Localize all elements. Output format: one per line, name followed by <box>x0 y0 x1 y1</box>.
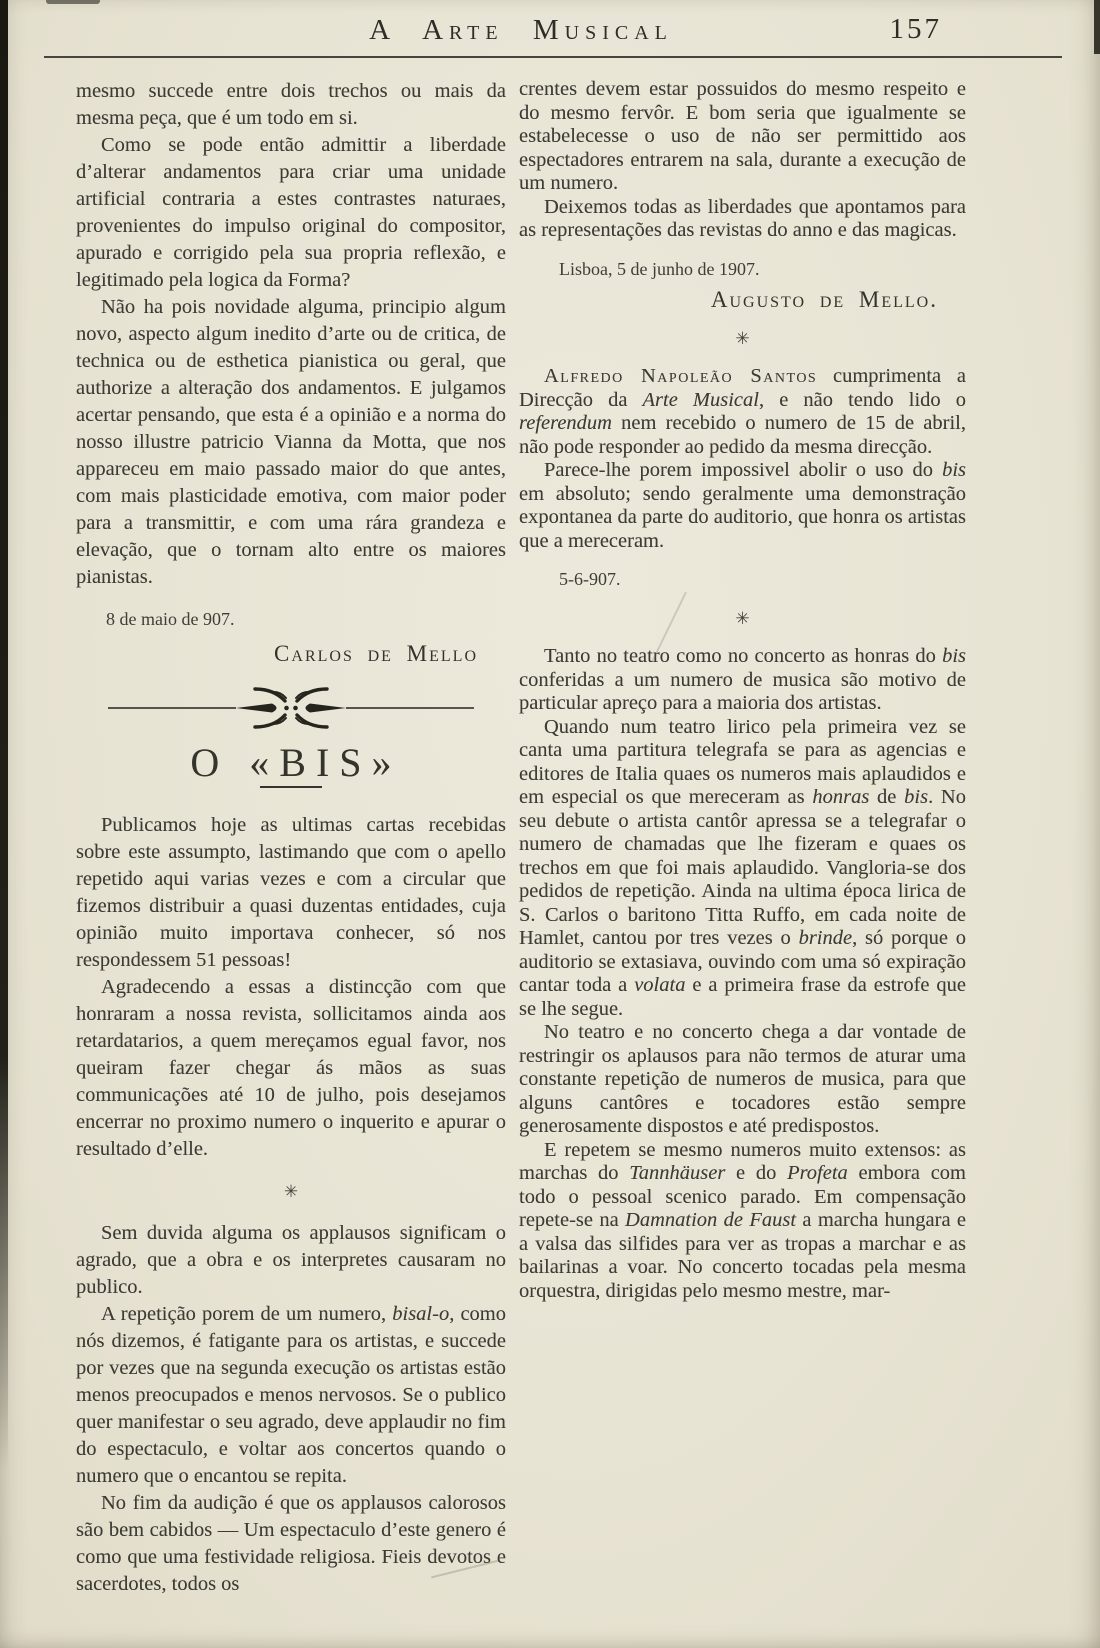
body-text: a marcha hungara e a valsa das silfides para ver as tropas a marchar e as bailarinas a voar. No concerto tocadas pela mesma orquestra, dirigidas pelo mesmo mestre, mar- <box>519 1209 967 1302</box>
body-text: crentes devem estar possuidos do mesmo respeito e do mesmo fervôr. E bom seria que igualmente se estabelecesse o uso de não ser permittido aos espectadores entrarem na sala, durante a execução de um numero. <box>519 78 966 194</box>
emphasized-text: volata <box>634 974 686 996</box>
page-header <box>0 0 1100 47</box>
article-paragraph <box>76 1301 506 1490</box>
body-text: Publicamos hoje as ultimas cartas recebidas sobre este assumpto, lastimando que com o apello repetido aqui varias vezes e com a circular que fizemos distribuir a quasi duzentas entidades, cuja opinião muito importava conhecer, só nos respondessem 51 pessoas! <box>76 814 506 971</box>
asterisk-divider-icon: ✳ <box>735 608 750 629</box>
page-number: 157 <box>889 13 942 45</box>
header-title-wrap <box>76 14 966 47</box>
smallcaps-name: Alfredo Napoleão Santos <box>544 365 818 387</box>
dateline: Lisboa, 5 de junho de 1907. <box>559 258 760 279</box>
body-text: nem recebido o numero de 15 de abril, não pode responder ao pedido da mesma direcção. <box>519 412 966 458</box>
author-signature: Augusto de Mello. <box>710 287 938 312</box>
article-columns <box>0 58 1100 1598</box>
emphasized-text: Profeta <box>787 1162 848 1184</box>
body-text: Agradecendo a essas a distincção com que honraram a nossa revista, sollicitamos ainda aos retardatarios, a quem mereçamos egual favor, nos queiram fazer chegar ás mãos as suas communicações até 10 de julho, pois desejamos encerrar no proximo numero o inquerito e apurar o resultado d’elle. <box>76 976 506 1160</box>
asterisk-divider-icon: ✳ <box>283 1182 299 1202</box>
article-paragraph <box>76 812 506 974</box>
article-paragraph <box>76 294 506 591</box>
body-text: . No seu debute o artista cantôr apressa se a telegrafar o numero de chamadas que lhe fizeram e quaes os trechos em que foi mais aplaudido. Vangloria-se dos pedidos de repetição. Ainda na ultima época lirica de S. Carlos o baritono Titta Ruffo, em cada noite de Hamlet, cantou por tres vezes o <box>519 786 966 949</box>
body-text: e do <box>725 1162 788 1184</box>
emphasized-text: Arte Musical <box>642 388 759 411</box>
dateline: 8 de maio de 907. <box>106 609 235 629</box>
emphasized-text: honras <box>812 786 870 808</box>
body-text: Como se pode então admittir a liberdade d’alterar andamentos para criar uma unidade artificial contraria a estes contrastes naturaes, provenientes do impulso original do compositor, apurado e corrigido pela sua propria reflexão, e legitimado pela logica da Forma? <box>76 134 506 291</box>
article-paragraph <box>76 132 506 294</box>
article-paragraph <box>76 1220 506 1301</box>
body-text: Sem duvida alguma os applausos significam o agrado, que a obra e os interpretes causaram no publico. <box>76 1222 506 1298</box>
article-paragraph <box>76 1490 506 1598</box>
body-text: No fim da audição é que os applausos calorosos são bem cabidos — Um espectaculo d’este genero é como que uma festividade religiosa. Fieis devotos e sacerdotes, todos os <box>76 1492 506 1595</box>
body-text: E repetem se mesmo numeros muito extensos: as marchas do <box>519 1138 966 1184</box>
article-paragraph <box>519 716 966 1022</box>
body-text: e a primeira frase da estrofe que se lhe segue. <box>519 974 967 1020</box>
article-paragraph <box>76 78 506 132</box>
body-text: Não ha pois novidade alguma, principio algum novo, aspecto algum inedito d’arte ou de critica, de technica ou de esthetica pianistica ou geral, que authorize a alteração dos andamentos. E julgamos acertar pensando, que esta é a opinião e a norma do nosso illustre patricio Vianna da Motta, que nos appareceu em maio passado maior do que antes, com mais plasticidade emotiva, com maior poder para a transmittir, e com uma rára grandeza e elevação, que o tornam alto entre os maiores pianistas. <box>76 296 506 588</box>
fleuron-divider <box>76 685 506 731</box>
body-text: No teatro e no concerto chega a dar vontade de restringir os aplausos para não termos de aturar uma constante repetição de numeros de musica, para que alguns cantôres e tocadores estão sempre generosamente dispostos e até predispostos. <box>519 1021 966 1137</box>
article-paragraph <box>519 645 966 716</box>
body-text: cumprimenta a Direcção da <box>519 365 966 411</box>
article-paragraph <box>76 974 506 1163</box>
publication-title: A Arte Musical <box>369 14 673 46</box>
emphasized-text: Tannhäuser <box>629 1162 726 1184</box>
dateline: 5-6-907. <box>559 569 621 589</box>
body-text: embora com todo o pessoal scenico parado. Em compensação repete-se na <box>519 1162 966 1231</box>
header-rule <box>44 56 1062 58</box>
body-text: em absoluto; sendo geralmente uma demonstração expontanea da parte do auditorio, que honra os artistas que a mereceram. <box>519 482 966 552</box>
right-column <box>519 78 966 1598</box>
body-text: , só porque o auditorio se extasiava, ouvindo com uma só expiração cantar toda a <box>519 927 966 996</box>
article-paragraph <box>519 1139 966 1304</box>
body-text: , e não tendo lido o <box>758 388 967 411</box>
emphasized-text: Damnation de Faust <box>625 1209 797 1231</box>
body-text: , como nós dizemos, é fatigante para os artistas, e succede por vezes que na segunda execução os artistas estão menos preocupados e menos nervosos. Se o publico quer manifestar o seu agrado, deve applaudir no fim do espectaculo, e voltar aos concertos quando o numero que o encantou se repita. <box>76 1303 507 1487</box>
article-paragraph <box>519 78 966 196</box>
body-text: mesmo succede entre dois trechos ou mais da mesma peça, que é um todo em si. <box>76 80 506 129</box>
article-paragraph <box>519 365 966 459</box>
body-text: Deixemos todas as liberdades que apontamos para as representações das revistas do anno e das magicas. <box>519 195 966 241</box>
article-paragraph <box>519 1021 966 1139</box>
body-text: conferidas a um numero de musica são motivo de particular apreço para a maioria dos artistas. <box>519 668 966 714</box>
emphasized-text: bisal-o <box>392 1303 450 1325</box>
section-heading: O «BIS» <box>190 740 402 785</box>
heading-rule <box>260 786 322 788</box>
scan-edge-left <box>0 0 8 1470</box>
body-text: A repetição porem de um numero, <box>101 1303 393 1325</box>
fleuron-divider-icon <box>106 685 476 731</box>
article-paragraph <box>519 459 966 553</box>
body-text: Parece-lhe porem impossivel abolir o uso do <box>544 459 943 481</box>
emphasized-text: bis <box>942 459 966 481</box>
emphasized-text: bis <box>904 786 929 808</box>
left-column <box>76 78 506 1598</box>
author-signature: Carlos de Mello <box>274 641 478 666</box>
body-text: Tanto no teatro como no concerto as honras do <box>544 645 943 667</box>
article-paragraph <box>519 196 966 243</box>
body-text: de <box>869 786 905 808</box>
emphasized-text: brinde <box>798 927 853 949</box>
asterisk-divider-icon: ✳ <box>735 328 750 349</box>
emphasized-text: bis <box>942 645 966 667</box>
emphasized-text: referendum <box>519 412 612 434</box>
body-text: Quando num teatro lirico pela primeira vez se canta uma partitura telegrafa se para as agencias e editores de Italia quaes os numeros mais aplaudidos e em especial os que mereceram as <box>519 715 966 808</box>
